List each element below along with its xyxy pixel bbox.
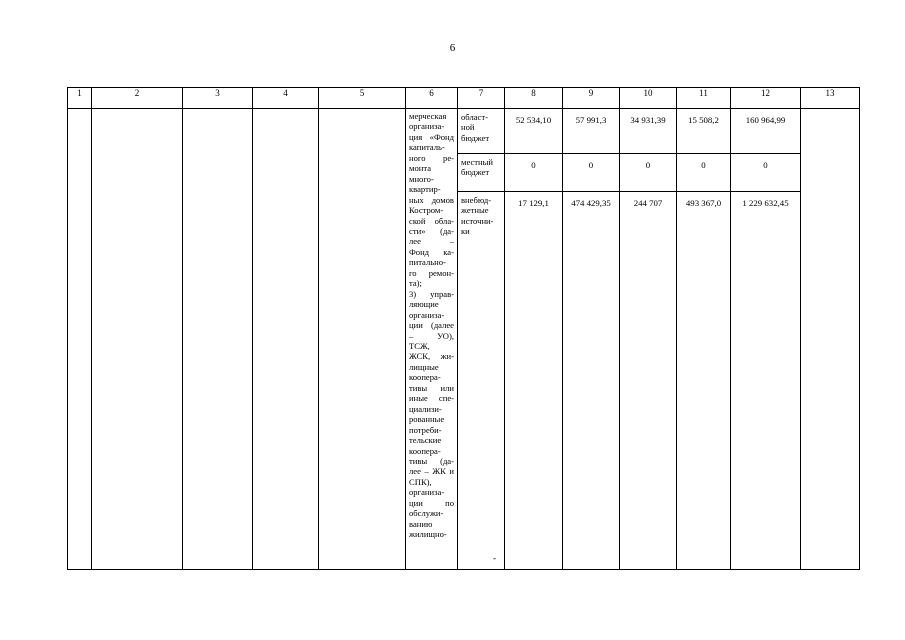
description-line: [409, 216, 454, 226]
description-word: –: [424, 466, 429, 477]
col-4-cell: [253, 109, 319, 570]
description-line: квартир-: [409, 184, 441, 195]
header-cell-3: 3: [183, 88, 253, 109]
description-line: [409, 153, 454, 163]
description-word: «Фонд: [429, 131, 454, 142]
source-line: внебюд-: [461, 195, 492, 205]
description-line: ванию: [409, 518, 433, 529]
description-cell: [406, 109, 458, 570]
value-cell-total: 0: [731, 154, 801, 192]
description-word: управ-: [430, 288, 454, 299]
description-word: тивы: [409, 455, 428, 466]
description-line: лищные: [409, 361, 439, 372]
description-line: [409, 247, 454, 257]
description-line: рованные: [409, 414, 445, 425]
value-cell: 34 931,39: [620, 109, 677, 154]
description-line: та);: [409, 278, 422, 289]
table-row: [68, 109, 860, 154]
value-cell: 15 508,2: [677, 109, 731, 154]
description-word: (да-: [440, 455, 454, 466]
description-word: 3): [409, 288, 417, 299]
description-line: организа-: [409, 309, 445, 320]
description-line: организа-: [409, 121, 445, 132]
description-line: жилищно-: [409, 529, 447, 540]
description-word: тивы: [409, 382, 428, 393]
source-line: ной: [461, 122, 475, 133]
source-cell-extrabudgetary: [458, 192, 505, 570]
description-word: по: [445, 497, 454, 508]
description-word: ного: [409, 152, 426, 163]
header-cell-11: 11: [677, 88, 731, 109]
description-word: го: [409, 267, 417, 278]
description-line: [409, 289, 454, 299]
description-word: –: [449, 236, 454, 247]
description-line: [409, 268, 454, 278]
value-cell-total: 1 229 632,45: [731, 192, 801, 570]
description-line: [409, 236, 454, 246]
source-line: ки: [461, 226, 470, 237]
description-word: ция: [409, 131, 423, 142]
value-cell: 52 534,10: [505, 109, 563, 154]
description-word: или: [440, 382, 454, 393]
description-line: [409, 320, 454, 330]
value-cell: 0: [620, 154, 677, 192]
description-line: коопера-: [409, 372, 441, 383]
value-cell: 0: [563, 154, 620, 192]
description-word: иные: [409, 393, 428, 404]
description-line: циализи-: [409, 403, 442, 414]
source-line: бюджет: [461, 132, 490, 143]
budget-table: [67, 87, 860, 570]
source-line: бюджет: [461, 167, 490, 178]
source-line: жетные: [461, 205, 489, 216]
header-cell-13: 13: [801, 88, 860, 109]
value-cell: 17 129,1: [505, 192, 563, 570]
description-line: много-: [409, 173, 434, 184]
description-line: [409, 195, 454, 205]
source-line: област-: [461, 112, 488, 122]
description-line: [409, 383, 454, 393]
value-cell: 0: [677, 154, 731, 192]
col-3-cell: [183, 109, 253, 570]
header-cell-2: 2: [92, 88, 183, 109]
col-5-cell: [319, 109, 406, 570]
description-word: спе-: [438, 393, 454, 404]
description-line: [409, 331, 454, 341]
description-line: тельские: [409, 435, 442, 446]
value-cell: 493 367,0: [677, 192, 731, 570]
description-line: [409, 226, 454, 236]
value-cell: 57 991,3: [563, 109, 620, 154]
header-cell-10: 10: [620, 88, 677, 109]
value-cell: 244 707: [620, 192, 677, 570]
source-cell-local: [458, 154, 505, 192]
source-line: местный: [461, 157, 494, 167]
description-word: УО),: [437, 330, 454, 341]
description-line: организа-: [409, 487, 445, 498]
header-cell-4: 4: [253, 88, 319, 109]
description-line: [409, 132, 454, 142]
description-word: ции: [409, 320, 423, 331]
description-word: ка-: [443, 246, 454, 257]
description-word: обла-: [434, 215, 454, 226]
header-cell-5: 5: [319, 88, 406, 109]
description-word: лее: [409, 236, 421, 247]
description-line: коопера-: [409, 445, 441, 456]
description-word: ции: [409, 497, 423, 508]
source-line: источни-: [461, 215, 494, 226]
header-cell-12: 12: [731, 88, 801, 109]
value-cell: 0: [505, 154, 563, 192]
description-text: [409, 111, 454, 540]
description-word: ЖСК,: [409, 351, 431, 362]
value-cell-total: 160 964,99: [731, 109, 801, 154]
page-number: 6: [449, 42, 456, 54]
description-word: сти»: [409, 225, 426, 236]
description-line: [409, 498, 454, 508]
description-word: ской: [409, 215, 426, 226]
header-row: [68, 88, 860, 109]
description-line: СПК),: [409, 476, 432, 487]
dash-mark: -: [493, 552, 496, 563]
value-cell: 474 429,35: [563, 192, 620, 570]
description-word: и: [449, 466, 454, 477]
description-line: потреби-: [409, 424, 442, 435]
header-cell-7: 7: [458, 88, 505, 109]
header-cell-1: 1: [68, 88, 92, 109]
description-line: [409, 466, 454, 476]
description-word: ЖК: [432, 466, 446, 477]
description-word: лее: [409, 466, 421, 477]
description-line: капиталь-: [409, 142, 445, 153]
description-line: Костром-: [409, 205, 444, 216]
description-word: (да-: [440, 225, 454, 236]
description-line: обслужи-: [409, 508, 444, 519]
description-word: (далее: [430, 320, 454, 331]
header-cell-8: 8: [505, 88, 563, 109]
description-line: ТСЖ,: [409, 340, 430, 351]
header-cell-6: 6: [406, 88, 458, 109]
col-13-cell: [801, 109, 860, 570]
col-1-cell: [68, 109, 92, 570]
description-word: ных: [409, 194, 424, 205]
description-word: ре-: [443, 152, 454, 163]
description-line: [409, 393, 454, 403]
description-word: –: [409, 330, 414, 341]
description-line: мерческая: [409, 111, 447, 121]
header-cell-9: 9: [563, 88, 620, 109]
description-line: питально-: [409, 257, 446, 268]
description-line: [409, 351, 454, 361]
description-line: монта: [409, 163, 432, 174]
description-word: домов: [431, 194, 454, 205]
description-word: Фонд: [409, 246, 430, 257]
col-2-cell: [92, 109, 183, 570]
source-cell-regional: [458, 109, 505, 154]
description-word: ремон-: [428, 267, 454, 278]
description-line: ляющие: [409, 299, 439, 310]
description-line: [409, 456, 454, 466]
description-word: жи-: [440, 351, 454, 362]
